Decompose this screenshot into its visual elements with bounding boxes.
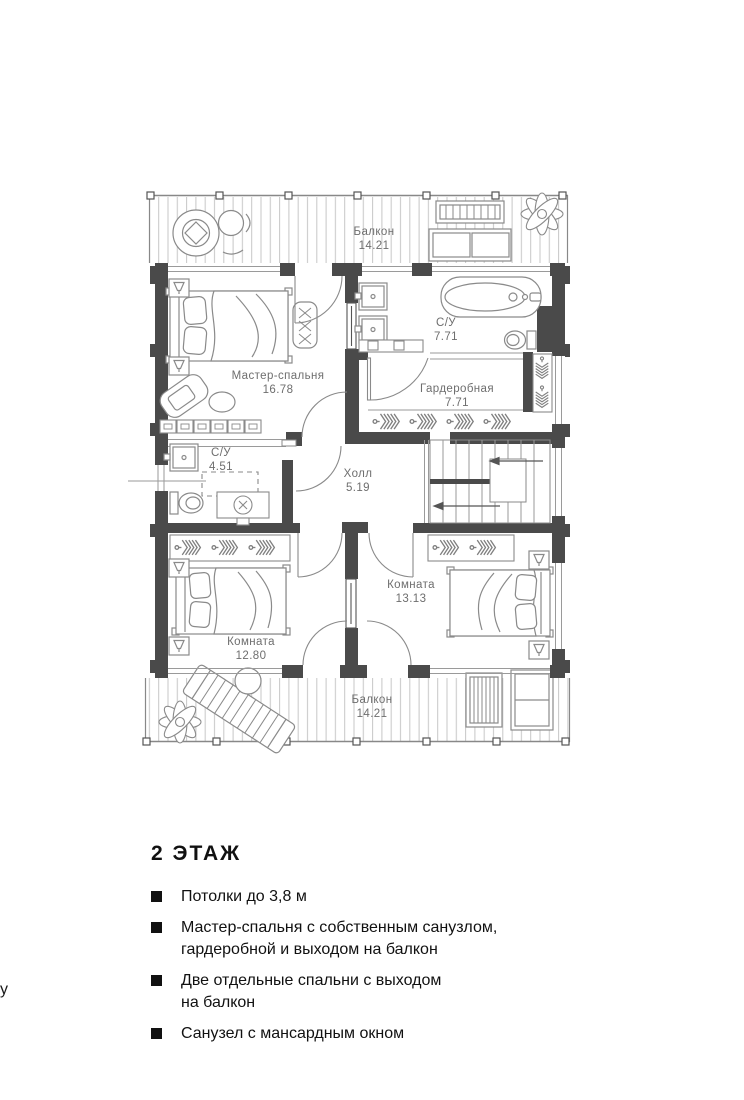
bullet-square-icon	[151, 891, 162, 902]
room-label: Балкон	[353, 226, 395, 238]
room-label: С/У	[435, 317, 457, 329]
plant-icon	[521, 193, 563, 235]
feature-text: Мастер-спальня с собственным санузлом,	[181, 919, 498, 936]
list-item	[151, 917, 629, 961]
small-bath-toilet-icon	[170, 492, 203, 514]
door-leaf	[282, 440, 296, 446]
feature-list	[151, 886, 629, 1045]
room-label: Балкон	[351, 694, 393, 706]
double-sink-icon	[355, 283, 387, 343]
sconce-icon	[169, 559, 189, 577]
bed-right-icon	[447, 567, 553, 637]
info-block	[151, 842, 629, 1054]
room-area: 13.13	[395, 593, 427, 605]
bathtub-icon	[441, 277, 541, 317]
list-item	[151, 1023, 629, 1045]
list-item	[151, 886, 629, 908]
sconce-icon	[169, 357, 189, 375]
sconce-icon	[529, 641, 549, 659]
counter-icon	[359, 340, 423, 352]
room-area: 7.71	[434, 331, 458, 343]
toilet-icon	[505, 331, 537, 349]
master-bed-icon	[166, 288, 292, 363]
room-label: Мастер-спальня	[231, 370, 325, 382]
feature-text: Две отдельные спальни с выходом	[181, 972, 442, 989]
bullet-square-icon	[151, 975, 162, 986]
pouf-icon	[209, 392, 235, 412]
slatted-bench-icon	[466, 673, 502, 727]
bedroom-left-wardrobe	[170, 535, 290, 561]
bullet-square-icon	[151, 922, 162, 933]
feature-text: Санузел с мансардным окном	[181, 1025, 405, 1042]
balcony-sofa-bottom-icon	[511, 670, 553, 730]
room-area: 4.51	[209, 461, 233, 473]
flower-icon	[159, 701, 201, 743]
room-area: 14.21	[356, 708, 388, 720]
clipped-text-fragment: у	[0, 981, 8, 998]
dresser-row-icon	[160, 420, 261, 433]
balcony-sofa-top-icon	[429, 229, 511, 261]
list-item	[151, 970, 629, 1014]
shower-icon	[202, 472, 269, 525]
room-area: 16.78	[262, 384, 294, 396]
feature-text: Потолки до 3,8 м	[181, 888, 307, 905]
sconce-icon	[169, 279, 189, 297]
room-area: 14.21	[358, 240, 390, 252]
small-bath-sink-icon	[164, 444, 198, 471]
sconce-icon	[169, 637, 189, 655]
feature-text: гардеробной и выходом на балкон	[181, 941, 438, 958]
room-label: Комната	[387, 579, 435, 591]
bullet-square-icon	[151, 1028, 162, 1039]
room-label: Комната	[227, 636, 275, 648]
bedside-bench-icon	[293, 302, 317, 348]
sconce-icon	[529, 551, 549, 569]
bedroom-right-wardrobe	[428, 535, 514, 561]
room-area: 5.19	[346, 482, 370, 494]
radiator-table-icon	[436, 201, 504, 223]
room-label: Гардеробная	[420, 383, 494, 395]
room-area: 7.71	[445, 397, 469, 409]
bed-left-icon	[172, 565, 290, 635]
staircase	[430, 440, 550, 523]
section-title: 2 ЭТАЖ	[151, 842, 242, 865]
room-label: Холл	[343, 468, 373, 480]
room-label: С/У	[210, 447, 232, 459]
feature-text: на балкон	[181, 994, 256, 1011]
round-table-icon	[235, 668, 261, 694]
room-area: 12.80	[235, 650, 267, 662]
